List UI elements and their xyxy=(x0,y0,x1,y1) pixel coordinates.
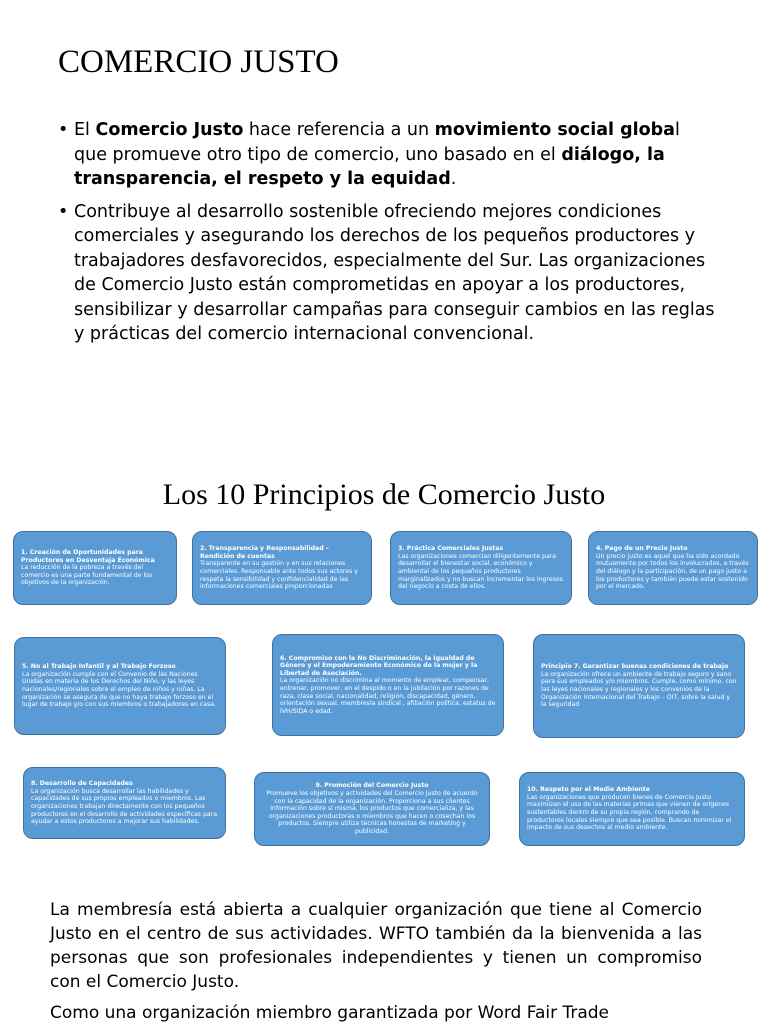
bullet-item xyxy=(58,118,718,192)
principle-card-6 xyxy=(272,634,504,736)
principles-title: Los 10 Principios de Comercio Justo xyxy=(162,478,606,511)
bullet-text xyxy=(74,202,715,345)
principle-body: Las organizaciones comercian diligentemente para desarrollar el bienestar social, económico y ambiental de los pequeños productores marginalizados y no buscan incrementar los ingresos del negocio a costa de ellos. xyxy=(398,552,563,591)
principle-card-2 xyxy=(192,531,372,605)
principle-body: La organización cumple con el Convenio de las Naciones Unidas en materia de los Derechos del Niño, y las leyes nacionales/regionales sobre el empleo de niños y niñas. La organización se asegura de que no haya trabajo forzoso en el lugar de trabajo y/o con sus miembros o trabajadores en casa. xyxy=(22,670,217,709)
bullet-text-run: l que promueve otro tipo de comercio, uno basado en el xyxy=(74,120,680,165)
bullet-text-run: El xyxy=(74,120,96,140)
principle-card-8 xyxy=(23,767,226,839)
intro-bullets xyxy=(58,118,718,355)
principle-title: Principio 7. Garantizar buenas condiciones de trabajo xyxy=(541,663,729,671)
principle-body: Promueve los objetivos y actividades del Comercio Justo de acuerdo con la capacidad de la organización. Proporciona a sus clientes información sobre sí misma, los productos que comercializa, y las organizaciones productoras o miembros que hacen o cosechan los productos. Siempre utiliza técnicas honestas de marketing y publicidad. xyxy=(266,790,478,835)
principle-title: 4. Pago de un Precio Justo xyxy=(596,545,688,553)
principle-card-5 xyxy=(14,637,226,735)
principle-body: La reducción de la pobreza a través del comercio es una parte fundamental de los objetivos de la organización. xyxy=(21,564,153,587)
principle-title: 5. No al Trabajo Infantil y al Trabajo Forzoso xyxy=(22,663,176,671)
bullet-text-run: diálogo, la transparencia, el respeto y la equidad xyxy=(74,144,665,189)
principle-card-7 xyxy=(533,634,745,738)
principle-title: 2. Transparencia y Responsabilidad – Rendición de cuentas xyxy=(200,545,329,560)
membership-paragraph: La membresía está abierta a cualquier organización que tiene al Comercio Justo en el centro de sus actividades. WFTO también da la bienvenida a las personas que son profesionales independientes y tienen un compromiso con el Comercio Justo. xyxy=(50,900,702,992)
principle-title: 9. Promoción del Comercio Justo xyxy=(315,782,429,790)
principle-title: 8. Desarrollo de Capacidades xyxy=(31,780,133,788)
principle-card-3 xyxy=(390,531,572,605)
principle-title: 1. Creación de Oportunidades para Productores en Desventaja Económica xyxy=(21,549,155,564)
guarantee-paragraph: Como una organización miembro garantizada por Word Fair Trade xyxy=(50,1003,610,1023)
bullet-text-run: movimiento social globa xyxy=(434,120,675,140)
principle-body: Transparente en su gestión y en sus relaciones comerciales. Responsable ante todos sus actores y respeta la sensibilidad y confidencialidad de las informaciones comerciales proporcionadas xyxy=(200,560,358,591)
bullet-dot-icon: • xyxy=(58,120,69,140)
principle-body: La organización ofrece un ambiente de trabajo seguro y sano para sus empleados y/o miembros. Cumple, como mínimo, con las leyes nacionales y regionales y los convenios de la Organización Internacional del Trabajo – OIT, sobre la salud y la seguridad xyxy=(541,670,737,709)
principle-body: La organización busca desarrollar las habilidades y capacidades de sus propios empleados o miembros. Las organizaciones trabajan directamente con los pequeños productores en el desarrollo de actividades específicas para ayudar a estos productores a mejorar sus habilidades. xyxy=(31,787,218,826)
principle-title: 10. Respeto por el Medio Ambiente xyxy=(527,786,650,794)
bullet-text-run: Contribuye al desarrollo sostenible ofreciendo mejores condiciones comerciales y asegurando los derechos de los pequeños productores y trabajadores desfavorecidos, especialmente del Sur. Las organizaciones de Comercio Justo están comprometidas en apoyar a los productores, sensibilizar y desarrollar campañas para conseguir cambios en las reglas y prácticas del comercio internacional convencional. xyxy=(74,201,715,344)
principle-card-1 xyxy=(13,531,177,605)
bullet-item xyxy=(58,200,718,347)
principle-title: 3. Práctica Comerciales Justas xyxy=(398,545,504,553)
principle-card-4 xyxy=(588,531,758,605)
bullet-text-run: . xyxy=(450,169,457,189)
bullet-text xyxy=(74,120,680,189)
bullet-dot-icon: • xyxy=(58,201,69,222)
principle-body: Las organizaciones que producen bienes de Comercio Justo maximizan el uso de las materias primas que vienen de orígenes sustentables dentro de su propia región, comprando de productores locales siempre que sea posible. Buscan minimizar el impacto de sus desechos al medio ambiente. xyxy=(527,793,732,832)
principle-title: 6. Compromiso con la No Discriminación, la Igualdad de Género y el Empoderamiento Económico de la mujer y la Libertad de Asociación. xyxy=(280,654,478,677)
bullet-text-run: Comercio Justo xyxy=(95,120,244,140)
principle-card-9 xyxy=(254,772,490,846)
bullet-text-run: hace referencia a un xyxy=(243,120,435,140)
principle-body: Un precio justo es aquel que ha sido acordado mutuamente por todos los involucrados, a través del diálogo y la participación, de un pago justo a los productores y también puede estar sostenido por el mercado. xyxy=(596,552,749,591)
principle-body: La organización no discrimina al momento de emplear, compensar, entrenar, promover, en el despido o en la jubilación por razones de raza, clase social, nacionalidad, religión, discapacidad, género, orientación sexual, membresía sindical , afiliación política, estatus de IVH/SIDA o edad. xyxy=(280,677,496,715)
page-title: COMERCIO JUSTO xyxy=(58,44,339,80)
principle-card-10 xyxy=(519,772,745,846)
